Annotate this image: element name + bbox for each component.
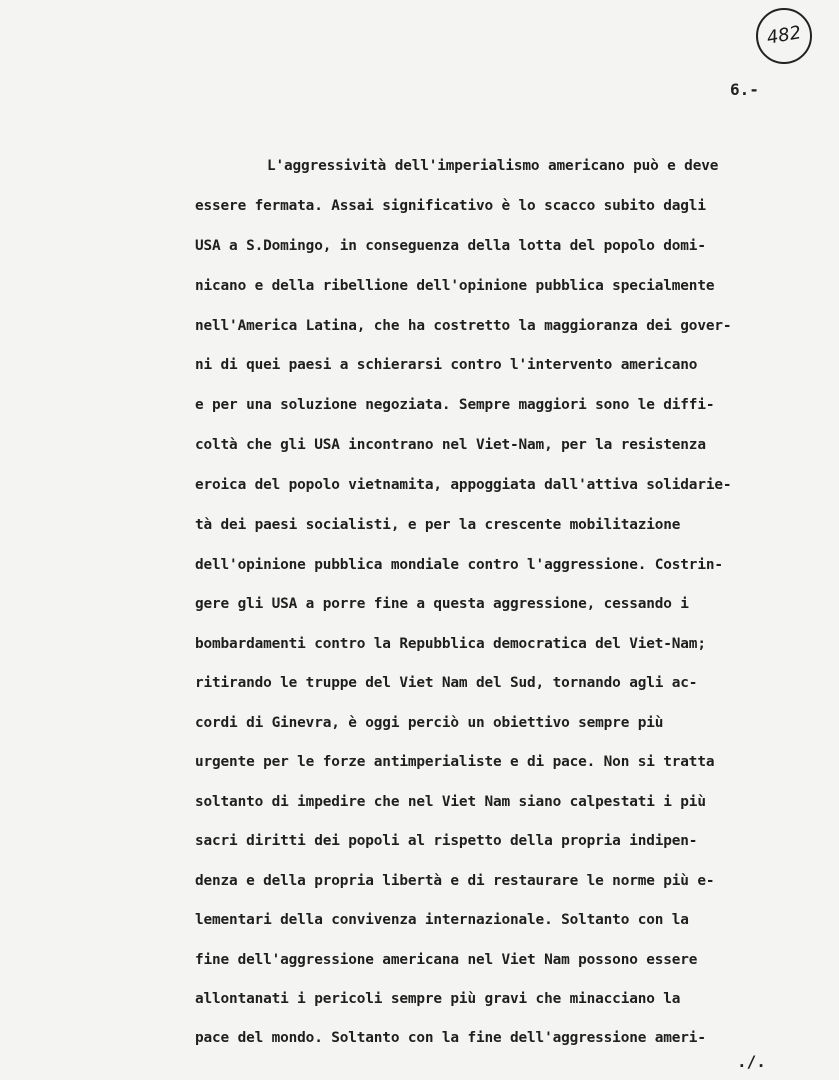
- text-line-8: coltà che gli USA incontrano nel Viet-Nam, per la resistenza: [195, 437, 706, 453]
- text-line-2: essere fermata. Assai significativo è lo scacco subito dagli: [195, 198, 706, 214]
- text-line-17: soltanto di impedire che nel Viet Nam siano calpestati i più: [195, 794, 706, 810]
- archive-stamp-number: 482: [765, 22, 803, 49]
- text-line-3: USA a S.Domingo, in conseguenza della lotta del popolo domi-: [195, 238, 706, 254]
- text-line-10: tà dei paesi socialisti, e per la crescente mobilitazione: [195, 517, 681, 533]
- text-line-11: dell'opinione pubblica mondiale contro l'aggressione. Costrin-: [195, 557, 723, 573]
- text-line-22: allontanati i pericoli sempre più gravi che minacciano la: [195, 991, 681, 1007]
- text-line-4: nicano e della ribellione dell'opinione pubblica specialmente: [195, 278, 715, 294]
- archive-stamp: [756, 8, 812, 64]
- text-line-7: e per una soluzione negoziata. Sempre maggiori sono le diffi-: [195, 397, 715, 413]
- text-line-15: cordi di Ginevra, è oggi perciò un obiettivo sempre più: [195, 715, 664, 731]
- text-line-23: pace del mondo. Soltanto con la fine dell'aggressione ameri-: [195, 1030, 706, 1046]
- text-line-18: sacri diritti dei popoli al rispetto della propria indipen-: [195, 833, 698, 849]
- page-number: 6.-: [730, 80, 759, 99]
- text-line-16: urgente per le forze antimperialiste e di pace. Non si tratta: [195, 754, 715, 770]
- text-line-1: L'aggressività dell'imperialismo americano può e deve: [267, 158, 719, 174]
- text-line-21: fine dell'aggressione americana nel Viet Nam possono essere: [195, 952, 698, 968]
- text-line-12: gere gli USA a porre fine a questa aggressione, cessando i: [195, 596, 689, 612]
- text-line-9: eroica del popolo vietnamita, appoggiata dall'attiva solidarie-: [195, 477, 732, 493]
- text-line-19: denza e della propria libertà e di restaurare le norme più e-: [195, 873, 715, 889]
- text-line-20: lementari della convivenza internazionale. Soltanto con la: [195, 912, 689, 928]
- text-line-13: bombardamenti contro la Repubblica democratica del Viet-Nam;: [195, 636, 706, 652]
- text-line-5: nell'America Latina, che ha costretto la maggioranza dei gover-: [195, 318, 732, 334]
- text-line-6: ni di quei paesi a schierarsi contro l'intervento americano: [195, 357, 698, 373]
- text-line-14: ritirando le truppe del Viet Nam del Sud, tornando agli ac-: [195, 675, 698, 691]
- continuation-mark: ./.: [737, 1052, 766, 1071]
